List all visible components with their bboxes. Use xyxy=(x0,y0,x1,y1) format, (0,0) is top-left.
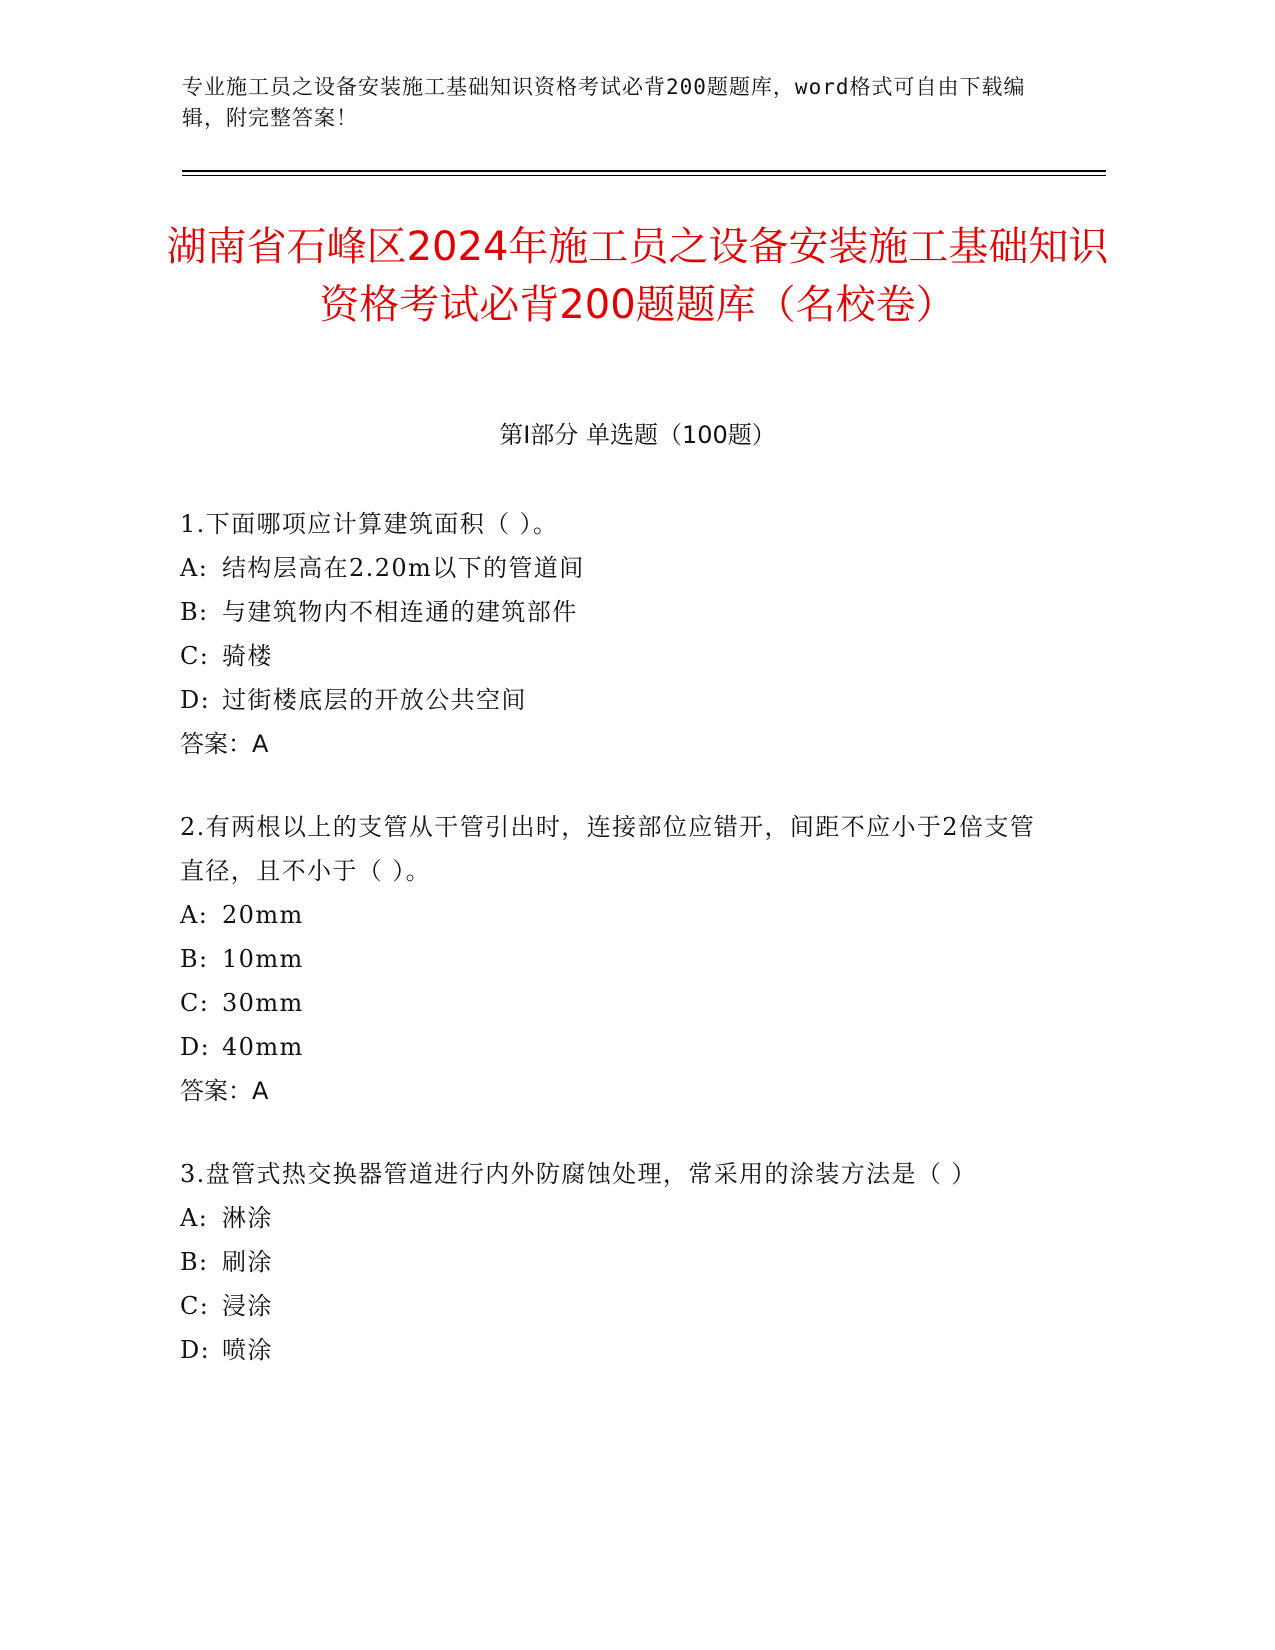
option-text: 20mm xyxy=(222,901,304,929)
option-a xyxy=(180,1196,1040,1240)
option-key: D: xyxy=(180,1033,211,1061)
option-c xyxy=(180,981,1040,1025)
option-d xyxy=(180,1025,1040,1069)
option-text: 淋涂 xyxy=(222,1204,273,1232)
question-stem: 3.盘管式热交换器管道进行内外防腐蚀处理，常采用的涂装方法是（ ） xyxy=(180,1160,977,1188)
option-text: 与建筑物内不相连通的建筑部件 xyxy=(222,598,578,626)
option-b xyxy=(180,1240,1040,1284)
question-2 xyxy=(180,805,1040,1113)
option-c xyxy=(180,634,1040,678)
document-title: 湖南省石峰区2024年施工员之设备安装施工基础知识资格考试必背200题题库（名校卷） xyxy=(166,224,1109,328)
option-key: B: xyxy=(180,598,209,626)
option-text: 过街楼底层的开放公共空间 xyxy=(222,686,527,714)
answer: 答案：A xyxy=(180,730,269,758)
option-text: 刷涂 xyxy=(222,1248,273,1276)
option-d xyxy=(180,1328,1040,1372)
option-key: C: xyxy=(180,642,210,670)
option-key: B: xyxy=(180,945,209,973)
option-key: D: xyxy=(180,686,211,714)
header-divider xyxy=(182,170,1106,172)
option-key: C: xyxy=(180,989,210,1017)
section-heading: 第I部分 单选题（100题） xyxy=(499,421,776,449)
option-b xyxy=(180,590,1040,634)
option-a xyxy=(180,893,1040,937)
option-b xyxy=(180,937,1040,981)
option-text: 喷涂 xyxy=(222,1336,273,1364)
question-1 xyxy=(180,502,1040,766)
option-text: 结构层高在2.20m以下的管道间 xyxy=(222,554,585,582)
option-text: 浸涂 xyxy=(222,1292,273,1320)
question-list xyxy=(180,502,1040,1411)
option-key: C: xyxy=(180,1292,210,1320)
option-key: D: xyxy=(180,1336,211,1364)
option-text: 40mm xyxy=(222,1033,304,1061)
question-stem: 1.下面哪项应计算建筑面积（ ）。 xyxy=(180,510,559,538)
option-key: A: xyxy=(180,554,209,582)
header-divider-thin xyxy=(182,175,1106,176)
option-text: 10mm xyxy=(222,945,304,973)
header-note: 专业施工员之设备安装施工基础知识资格考试必背200题题库，word格式可自由下载编辑，附完整答案！ xyxy=(182,75,1026,130)
option-a xyxy=(180,546,1040,590)
question-3 xyxy=(180,1152,1040,1372)
option-key: B: xyxy=(180,1248,209,1276)
option-text: 30mm xyxy=(222,989,304,1017)
option-key: A: xyxy=(180,1204,209,1232)
option-key: A: xyxy=(180,901,209,929)
option-c xyxy=(180,1284,1040,1328)
answer: 答案：A xyxy=(180,1077,269,1105)
option-d xyxy=(180,678,1040,722)
question-stem: 2.有两根以上的支管从干管引出时，连接部位应错开，间距不应小于2倍支管直径，且不小于（ ）。 xyxy=(180,813,1036,885)
option-text: 骑楼 xyxy=(222,642,273,670)
